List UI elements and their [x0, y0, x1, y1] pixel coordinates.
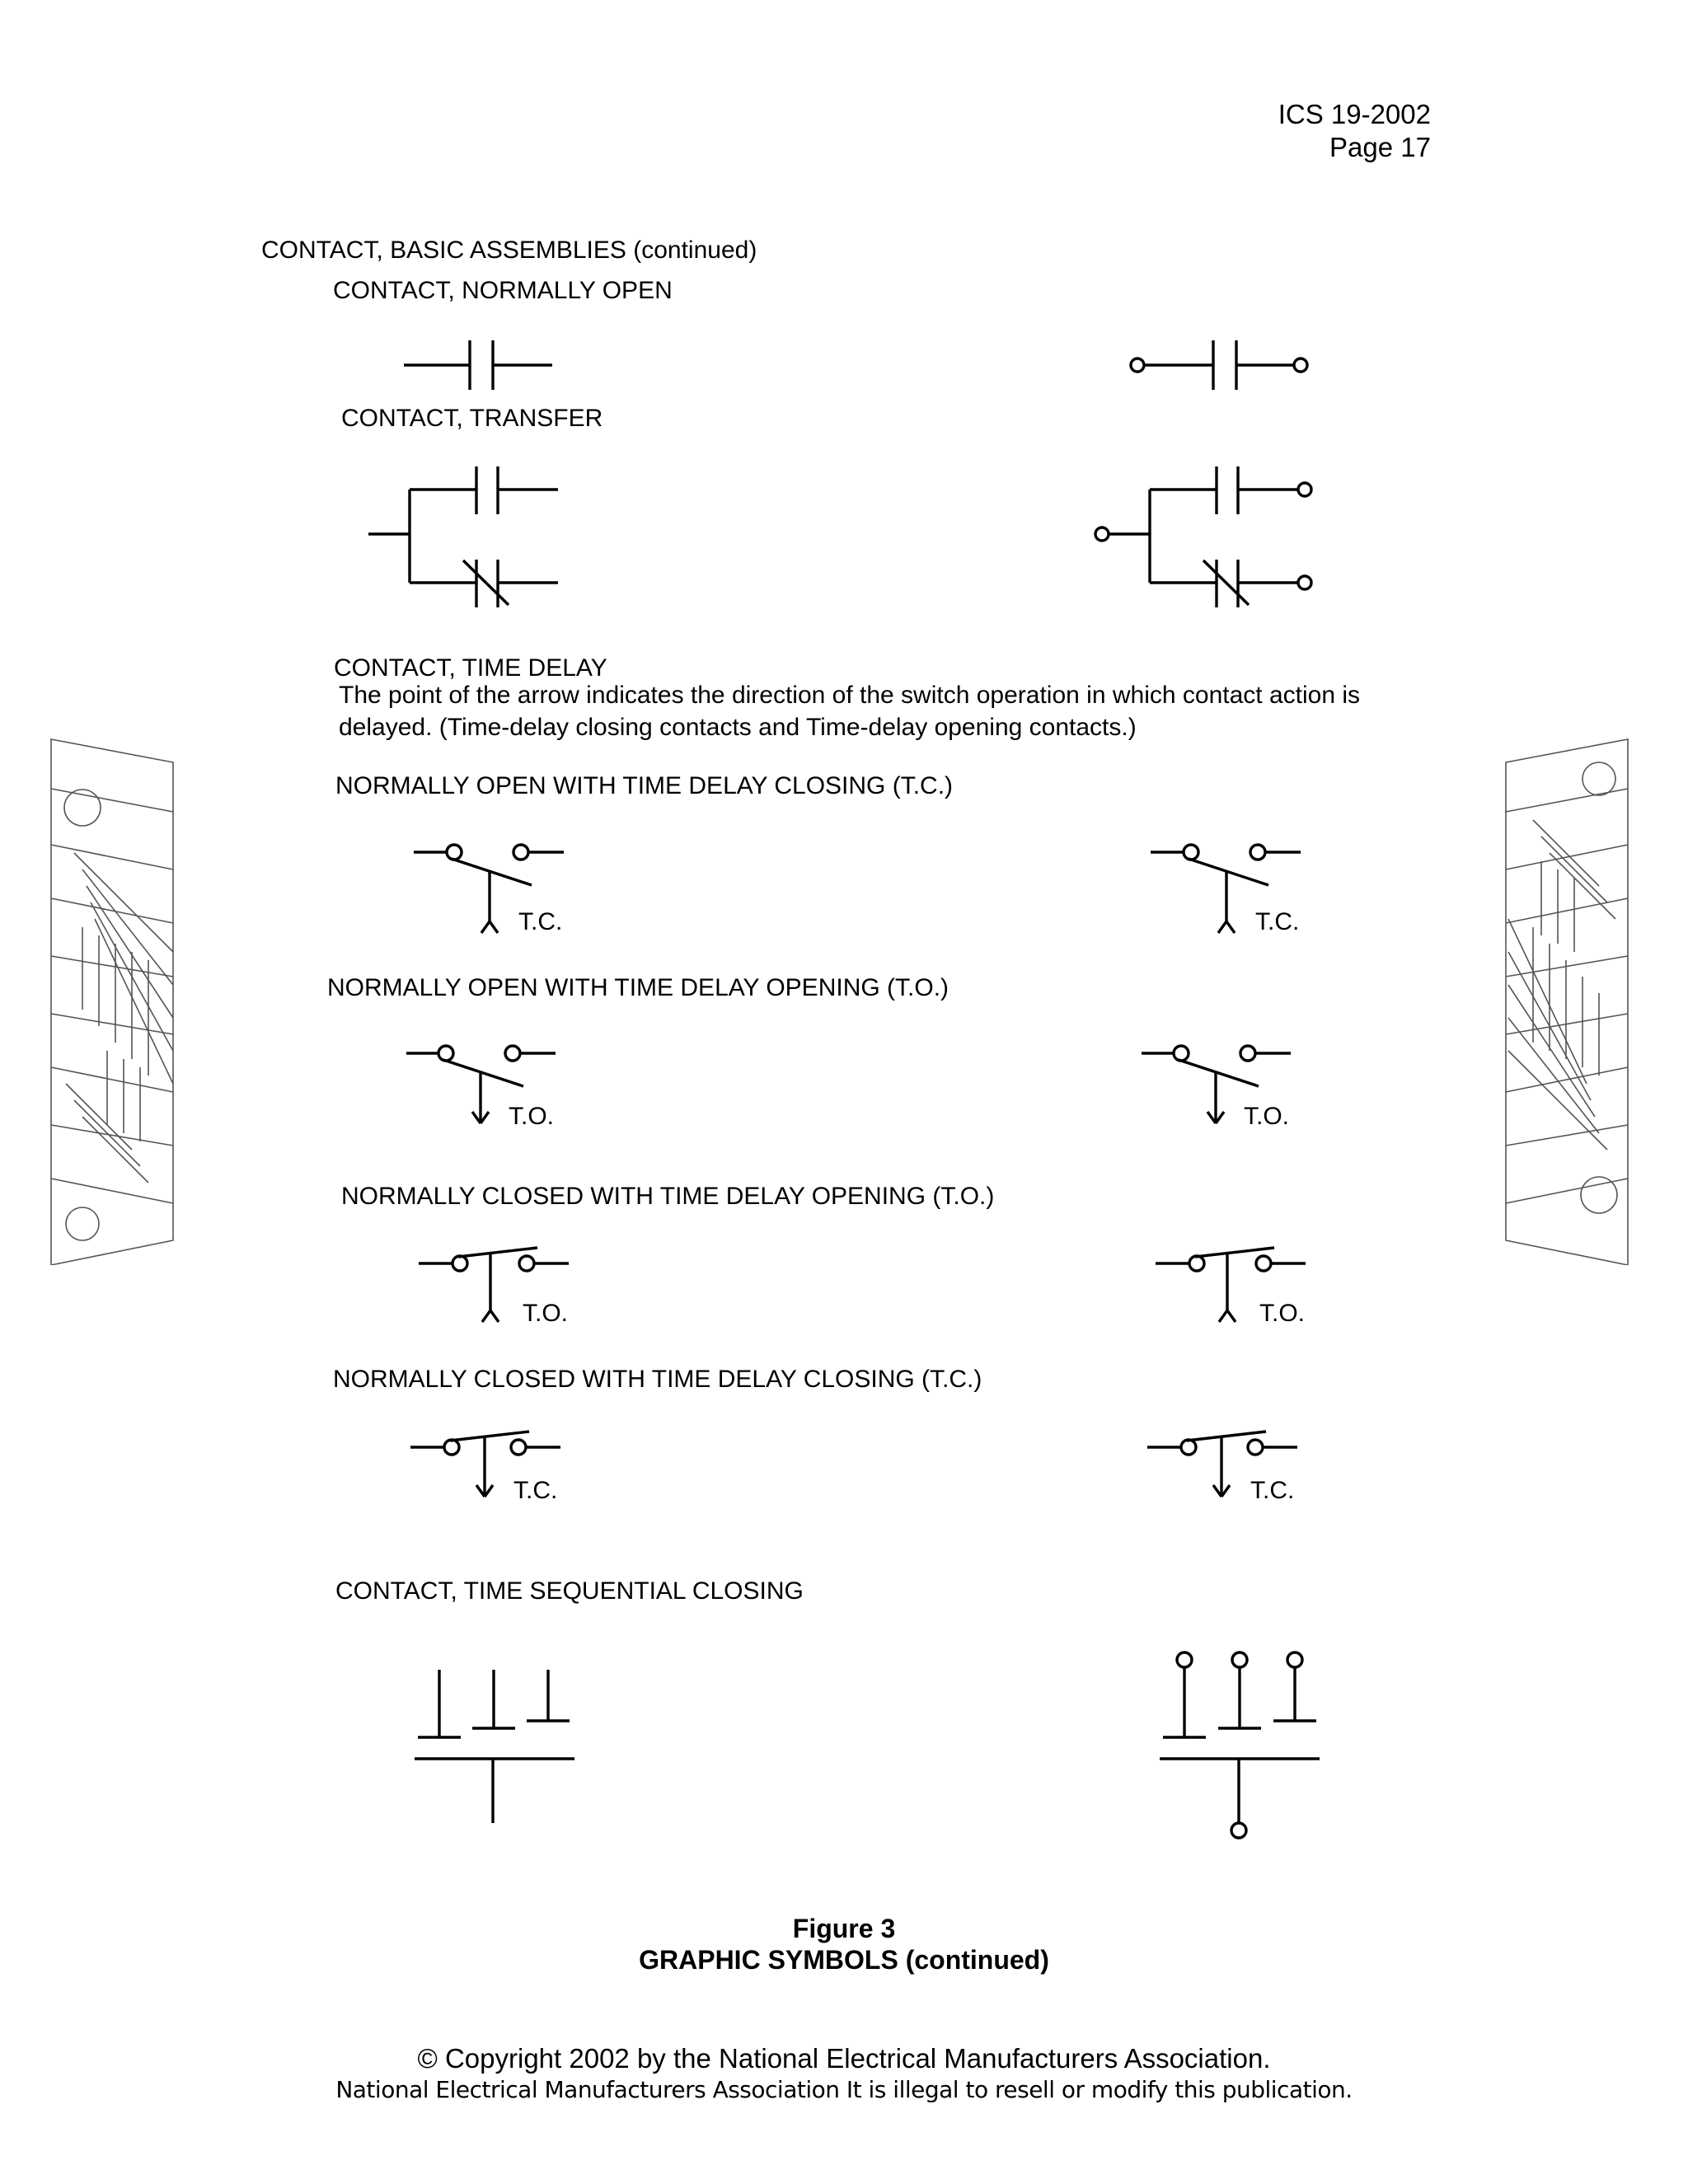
section-basic-assemblies: CONTACT, BASIC ASSEMBLIES (continued): [261, 237, 757, 264]
tc-label: T.C.: [1255, 908, 1300, 935]
nema-logo-icon: [49, 738, 177, 1265]
section-no-tc: NORMALLY OPEN WITH TIME DELAY CLOSING (T.C.): [335, 772, 954, 799]
document-id: ICS 19-2002: [1278, 99, 1431, 129]
time-delay-description-line-2: delayed. (Time-delay closing contacts and Time-delay opening contacts.): [339, 714, 1137, 741]
section-time-delay: CONTACT, TIME DELAY: [334, 654, 607, 682]
page-number: Page 17: [1329, 132, 1431, 162]
to-label: T.O.: [523, 1300, 569, 1327]
figure-title: GRAPHIC SYMBOLS (continued): [639, 1945, 1049, 1975]
section-no-to: NORMALLY OPEN WITH TIME DELAY OPENING (T.O.): [327, 974, 950, 1001]
section-sequential: CONTACT, TIME SEQUENTIAL CLOSING: [335, 1577, 804, 1605]
to-label: T.O.: [1259, 1300, 1306, 1327]
tc-label: T.C.: [518, 908, 563, 935]
section-nc-tc: NORMALLY CLOSED WITH TIME DELAY CLOSING (T.C.): [333, 1366, 982, 1393]
tc-label: T.C.: [513, 1477, 558, 1504]
nema-logo-icon: [1504, 738, 1632, 1265]
resale-notice: National Electrical Manufacturers Association It is illegal to resell or modify this publication.: [335, 2076, 1353, 2103]
section-nc-to: NORMALLY CLOSED WITH TIME DELAY OPENING (T.O.): [341, 1183, 995, 1210]
to-label: T.O.: [1244, 1103, 1290, 1130]
copyright-notice: © Copyright 2002 by the National Electrical Manufacturers Association.: [417, 2043, 1271, 2074]
section-normally-open: CONTACT, NORMALLY OPEN: [333, 277, 673, 304]
tc-label: T.C.: [1250, 1477, 1295, 1504]
time-delay-description-line-1: The point of the arrow indicates the direction of the switch operation in which contact action is: [339, 682, 1361, 709]
to-label: T.O.: [509, 1103, 555, 1130]
figure-number: Figure 3: [792, 1914, 896, 1943]
section-transfer: CONTACT, TRANSFER: [341, 405, 603, 432]
